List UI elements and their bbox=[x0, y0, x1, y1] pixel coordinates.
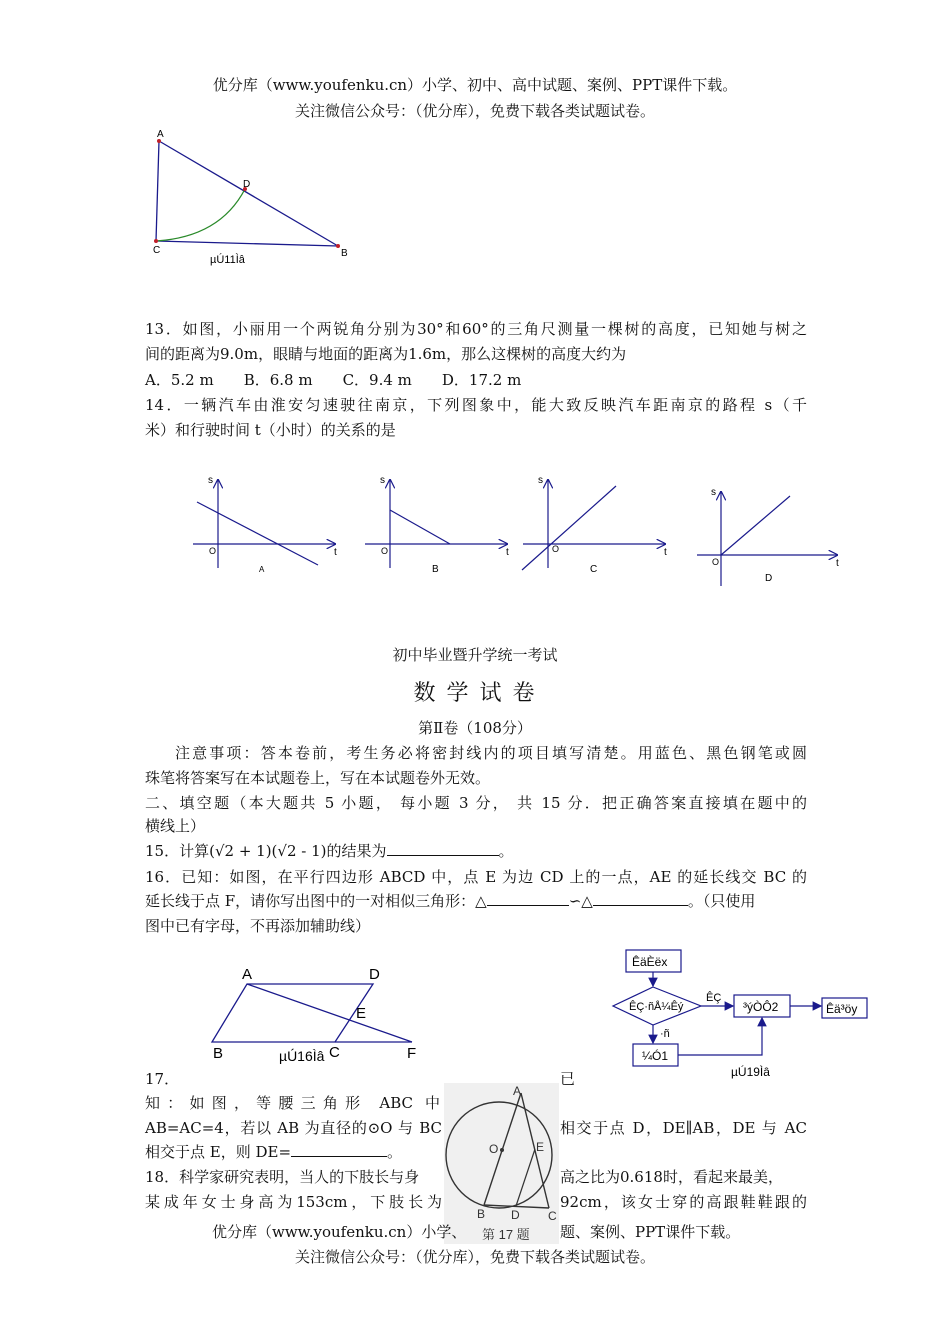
section-line-1: 二、填空题（本大题共 5 小题， 每小题 3 分， 共 15 分．把正确答案直接填在题中的 bbox=[145, 794, 807, 812]
figure-17 bbox=[444, 1083, 559, 1244]
exam-title: 数 学 试 卷 bbox=[413, 681, 537, 706]
graph-d-t-label: t bbox=[836, 558, 839, 569]
graph-a-origin: O bbox=[209, 546, 217, 556]
q13-options bbox=[145, 369, 807, 391]
fig17-label-d: D bbox=[511, 1208, 520, 1222]
fig17-label-a: A bbox=[513, 1084, 522, 1098]
fig17-label-e: E bbox=[536, 1140, 545, 1154]
flow-yes: ÊÇ bbox=[706, 992, 722, 1004]
q16-line-3: 图中已有字母，不再添加辅助线） bbox=[145, 917, 371, 935]
fig16-label-b: B bbox=[213, 1045, 224, 1062]
graph-c-t-label: t bbox=[664, 547, 667, 558]
footer-line-1a: 优分库（www.youfenku.cn）小学、 bbox=[212, 1223, 467, 1241]
q16-similar: ∽△ bbox=[568, 892, 593, 910]
q14-line-2: 米）和行驶时间 t（小时）的关系的是 bbox=[145, 421, 396, 439]
fig17-label-b: B bbox=[477, 1207, 486, 1221]
point-b bbox=[336, 244, 340, 248]
q17-tail: 已 bbox=[560, 1070, 576, 1088]
graph-d-s-label: s bbox=[711, 487, 716, 498]
graph-c bbox=[522, 475, 667, 575]
fig16-label-f: F bbox=[407, 1045, 417, 1062]
q15-end: 。 bbox=[498, 842, 514, 860]
figure-11 bbox=[140, 125, 370, 275]
fig17-label-o: O bbox=[489, 1142, 499, 1156]
q17-line-4-end: 。 bbox=[387, 1143, 403, 1161]
graph-a bbox=[193, 475, 337, 574]
fig17-label-c: C bbox=[548, 1209, 557, 1223]
graph-c-origin: O bbox=[552, 544, 560, 554]
q18-line-2b: 92cm，该女士穿的高跟鞋鞋跟的 bbox=[560, 1193, 807, 1211]
figure-17-caption: 第 17 题 bbox=[482, 1227, 530, 1242]
graph-d-line bbox=[721, 496, 790, 555]
q15-suffix: 的结果为 bbox=[326, 842, 387, 860]
q13-option-d: D．17.2 m bbox=[441, 371, 522, 389]
center-o bbox=[500, 1148, 504, 1152]
q18-line-2a: 某成年女士身高为153cm，下肢长为 bbox=[145, 1193, 442, 1211]
flow-input: ÊäÈëx bbox=[632, 955, 668, 969]
q13-line-1: 13．如图，小丽用一个两锐角分别为30°和60°的三角尺测量一棵树的高度，已知她与树之 bbox=[145, 320, 807, 338]
side-ac bbox=[156, 141, 159, 241]
parallelogram-abcd bbox=[212, 984, 373, 1042]
side-cb bbox=[156, 241, 338, 246]
graph-b-label: B bbox=[432, 564, 439, 575]
q16-line-2a: 延长线于点 F，请你写出图中的一对相似三角形：△ bbox=[145, 892, 487, 910]
q13-option-a: A．5.2 m bbox=[145, 371, 214, 389]
flow-arrow-loop bbox=[678, 1018, 762, 1055]
label-a: A bbox=[157, 129, 164, 140]
label-d: D bbox=[243, 179, 251, 190]
graph-b bbox=[365, 475, 509, 575]
footer-line-1b: 题、案例、PPT课件下载。 bbox=[560, 1223, 741, 1241]
q17-line-4-text: 相交于点 E，则 DE= bbox=[145, 1143, 292, 1161]
line-af bbox=[247, 984, 412, 1042]
q13-option-c: C．9.4 m bbox=[342, 371, 412, 389]
fig16-label-d: D bbox=[369, 966, 380, 983]
graph-a-t-label: t bbox=[334, 547, 337, 558]
flow-decision: ÊÇ·ñÅ¼Êý bbox=[629, 1001, 684, 1013]
graph-b-line bbox=[390, 510, 450, 544]
label-b: B bbox=[341, 248, 348, 259]
q17-line-3b: 相交于点 D，DE∥AB，DE 与 AC bbox=[560, 1119, 807, 1137]
q14-line-1: 14．一辆汽车由淮安匀速驶往南京，下列图象中，能大致反映汽车距南京的路程 s（千 bbox=[145, 396, 807, 414]
fig16-label-e: E bbox=[356, 1005, 367, 1022]
q14-graphs bbox=[185, 468, 865, 593]
q17-line-4 bbox=[145, 1141, 402, 1162]
flow-output: Êä³öy bbox=[826, 1002, 858, 1016]
graph-d-label: D bbox=[765, 573, 773, 584]
q16-line-2c: 。（只使用 bbox=[687, 892, 756, 910]
graph-b-t-label: t bbox=[506, 547, 509, 558]
figure-16-caption: µÚ16Ìâ bbox=[279, 1048, 325, 1064]
q16-line-2 bbox=[145, 890, 807, 912]
graph-b-s-label: s bbox=[380, 475, 385, 486]
graph-b-origin: O bbox=[381, 546, 389, 556]
fig16-label-c: C bbox=[329, 1044, 340, 1061]
graph-a-label: A bbox=[259, 565, 265, 574]
q15-expression: (√2 + 1)(√2 - 1) bbox=[209, 842, 327, 860]
flow-no: ·ñ bbox=[660, 1028, 670, 1040]
q17-line-3a: AB=AC=4，若以 AB 为直径的⊙O 与 BC bbox=[145, 1119, 442, 1137]
q16-blank-1[interactable] bbox=[487, 891, 569, 906]
figure-16 bbox=[205, 962, 425, 1067]
q17-answer-blank[interactable] bbox=[291, 1142, 387, 1157]
graph-c-s-label: s bbox=[538, 475, 543, 486]
segment-de bbox=[516, 1149, 535, 1206]
figure-19 bbox=[605, 942, 870, 1082]
graph-c-line bbox=[522, 486, 616, 570]
q15-prefix: 15．计算 bbox=[145, 842, 210, 860]
q17-number: 17． bbox=[145, 1070, 180, 1088]
fig16-label-a: A bbox=[242, 966, 253, 983]
q18-line-1a: 18．科学家研究表明，当人的下肢长与身 bbox=[145, 1168, 420, 1186]
q15-answer-blank[interactable] bbox=[387, 841, 499, 856]
q16-line-1: 16．已知：如图，在平行四边形 ABCD 中，点 E 为边 CD 上的一点，AE 的延长线交 BC 的 bbox=[145, 868, 807, 886]
side-ab bbox=[159, 141, 338, 246]
q13-option-b: B．6.8 m bbox=[243, 371, 313, 389]
q17-line-2: 知：如图，等腰三角形 ABC 中 bbox=[145, 1094, 440, 1112]
q16-blank-2[interactable] bbox=[593, 891, 688, 906]
header-line-2: 关注微信公众号：（优分库），免费下载各类试题试卷。 bbox=[294, 102, 655, 120]
arc-cd bbox=[156, 189, 245, 241]
header-line-1: 优分库（www.youfenku.cn）小学、初中、高中试题、案例、PPT课件下载。 bbox=[212, 76, 738, 94]
notice-line-2: 珠笔将答案写在本试题卷上，写在本试题卷外无效。 bbox=[145, 769, 491, 787]
exam-subtitle: 初中毕业暨升学统一考试 bbox=[392, 646, 558, 664]
graph-d bbox=[697, 487, 839, 586]
label-c: C bbox=[153, 245, 161, 256]
graph-a-s-label: s bbox=[208, 475, 213, 486]
footer-line-2: 关注微信公众号：（优分库），免费下载各类试题试卷。 bbox=[294, 1248, 655, 1266]
q13-line-2: 间的距离为9.0m，眼睛与地面的距离为1.6m，那么这棵树的高度大约为 bbox=[145, 345, 627, 363]
figure-19-caption: µÚ19Ìâ bbox=[731, 1065, 770, 1079]
point-c bbox=[154, 239, 158, 243]
exam-part: 第Ⅱ卷（108分） bbox=[418, 719, 532, 737]
flow-plus: ¼Ó1 bbox=[642, 1049, 669, 1063]
figure-11-caption: µÚ11Ìâ bbox=[210, 254, 245, 266]
q18-line-1b: 高之比为0.618时，看起来最美， bbox=[560, 1168, 783, 1186]
notice-line-1: 注意事项：答本卷前，考生务必将密封线内的项目填写清楚。用蓝色、黑色钢笔或圆 bbox=[175, 744, 807, 762]
section-line-2: 横线上） bbox=[145, 817, 206, 835]
graph-d-origin: O bbox=[712, 557, 720, 567]
flow-divide: ³ýÒÔ2 bbox=[743, 1000, 779, 1014]
q15 bbox=[145, 840, 807, 862]
graph-c-label: C bbox=[590, 564, 598, 575]
